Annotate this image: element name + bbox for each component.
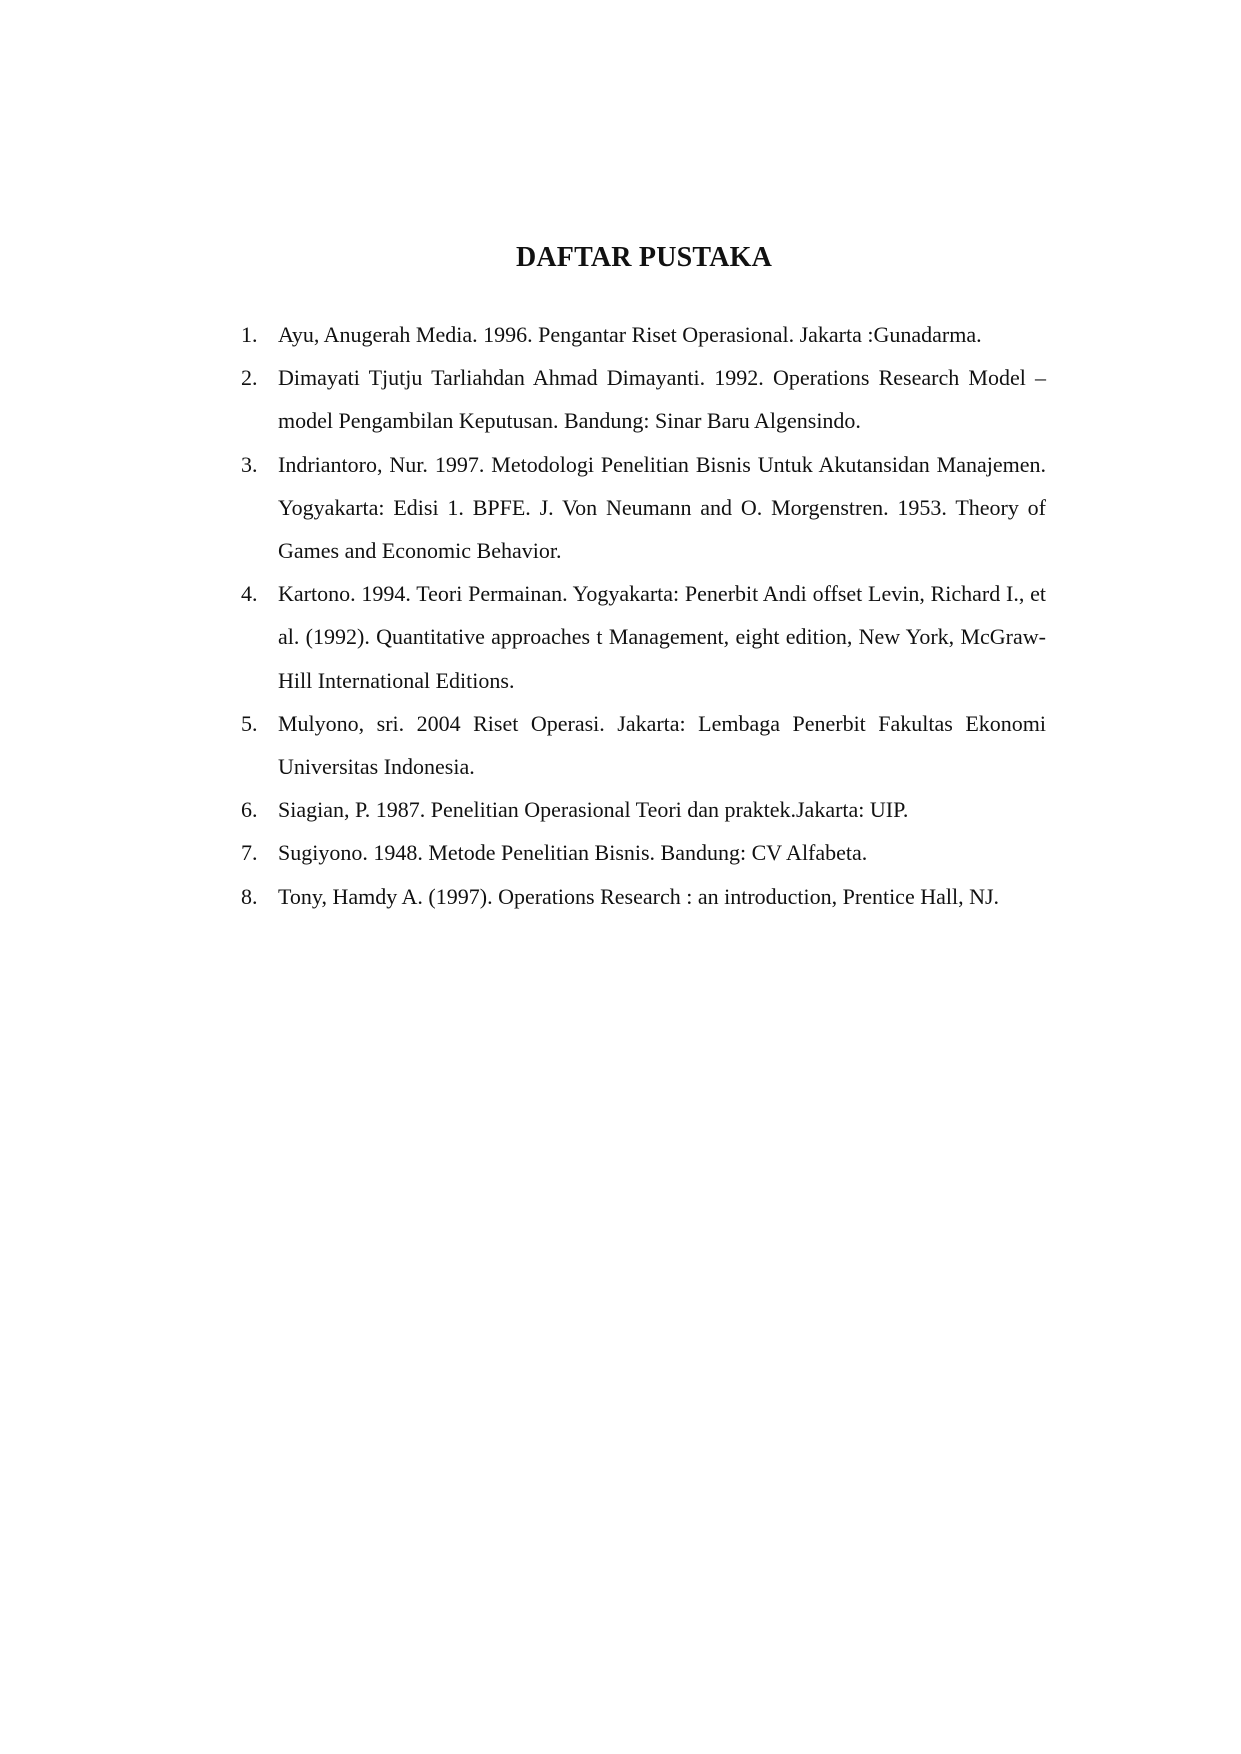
reference-list [241, 313, 1046, 918]
reference-text: Mulyono, sri. 2004 Riset Operasi. Jakarta: Lembaga Penerbit Fakultas Ekonomi Universitas Indonesia. [278, 710, 1046, 780]
reference-item [241, 443, 1046, 573]
reference-item [241, 702, 1046, 788]
reference-text: Indriantoro, Nur. 1997. Metodologi Penelitian Bisnis Untuk Akutansidan Manajemen. Yogyakarta: Edisi 1. BPFE. J. Von Neumann and O. Morgenstren. 1953. Theory of Games and Economic Behavior. [278, 451, 1046, 564]
reference-item [241, 875, 1046, 918]
reference-number: 4. [241, 581, 258, 607]
page-title: DAFTAR PUSTAKA [515, 242, 773, 273]
reference-item [241, 831, 1046, 874]
reference-number: 7. [241, 840, 258, 866]
reference-item [241, 572, 1046, 702]
reference-item [241, 356, 1046, 442]
reference-text: Sugiyono. 1948. Metode Penelitian Bisnis. Bandung: CV Alfabeta. [278, 840, 868, 866]
reference-number: 6. [241, 797, 258, 823]
reference-number: 5. [241, 710, 258, 736]
reference-text: Siagian, P. 1987. Penelitian Operasional Teori dan praktek.Jakarta: UIP. [278, 797, 909, 823]
reference-item [241, 788, 1046, 831]
reference-item [241, 313, 1046, 356]
reference-number: 1. [241, 322, 258, 347]
reference-text: Dimayati Tjutju Tarliahdan Ahmad Dimayanti. 1992. Operations Research Model – model Pengambilan Keputusan. Bandung: Sinar Baru Algensindo. [278, 365, 1046, 434]
reference-number: 2. [241, 365, 258, 391]
reference-text: Kartono. 1994. Teori Permainan. Yogyakarta: Penerbit Andi offset Levin, Richard I., et al. (1992). Quantitative approaches t Management, eight edition, New York, McGraw-Hill International Editions. [278, 581, 1046, 693]
reference-text: Tony, Hamdy A. (1997). Operations Research : an introduction, Prentice Hall, NJ. [278, 883, 1000, 909]
reference-text: Ayu, Anugerah Media. 1996. Pengantar Riset Operasional. Jakarta :Gunadarma. [278, 322, 982, 347]
reference-number: 8. [241, 883, 258, 909]
reference-number: 3. [241, 451, 258, 477]
